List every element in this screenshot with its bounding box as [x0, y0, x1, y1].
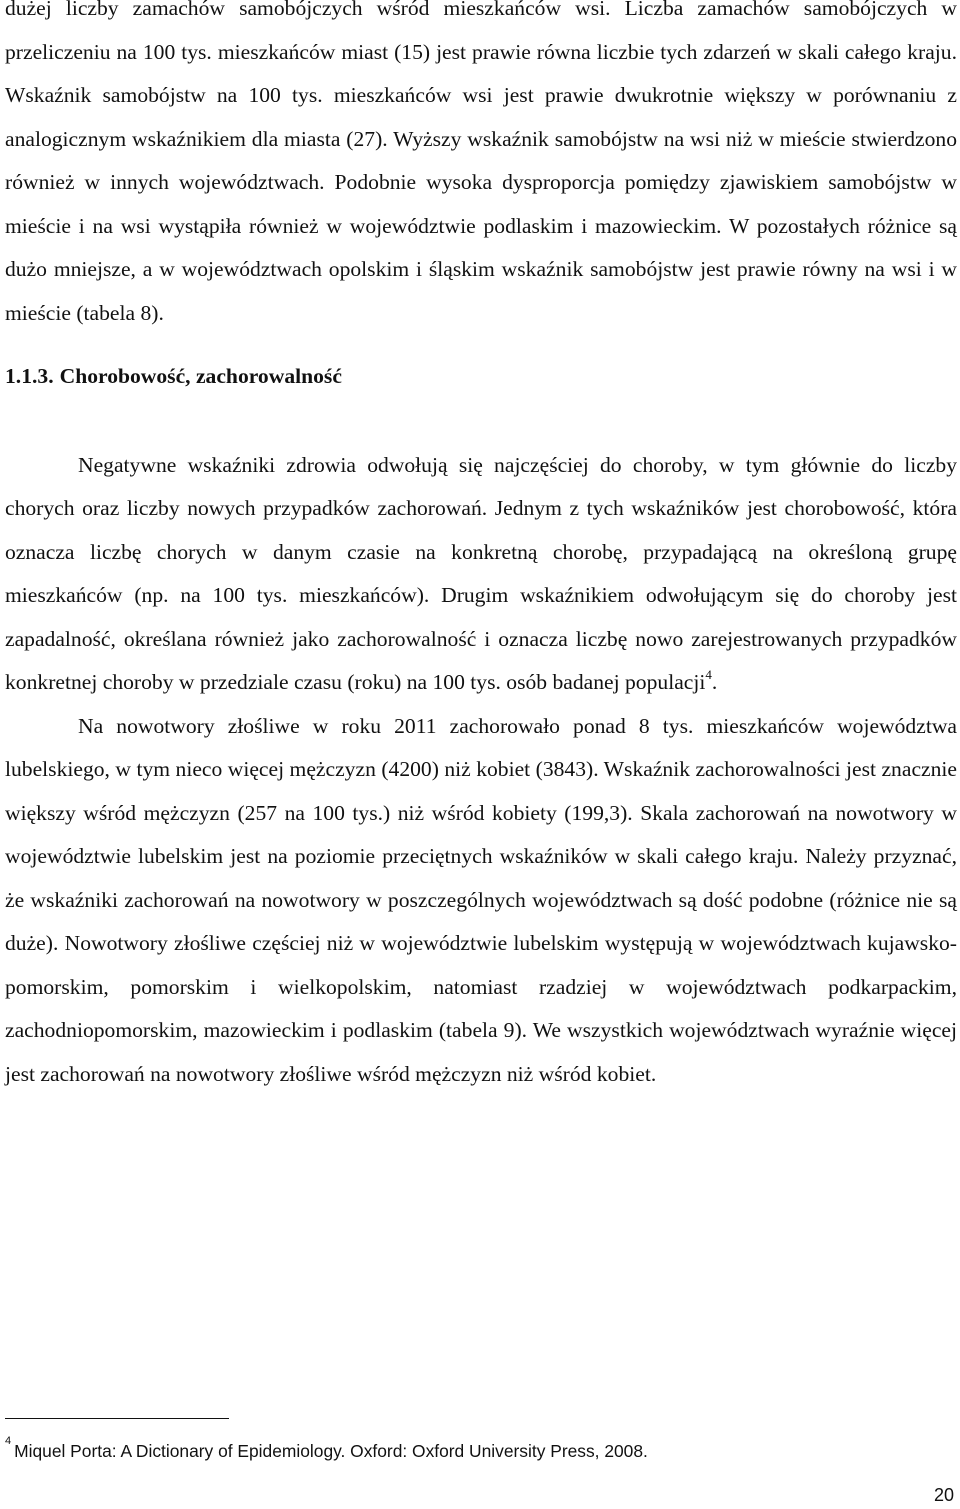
section-title: Chorobowość, zachorowalność	[59, 364, 342, 388]
section-number: 1.1.3.	[5, 364, 54, 388]
footnote-reference[interactable]: 4	[705, 666, 712, 682]
paragraph-morbidity-text: Negatywne wskaźniki zdrowia odwołują się najczęściej do choroby, w tym głównie do liczby chorych oraz liczby nowych przypadków zachorowań. Jednym z tych wskaźników jest chorobowość, która oznacza liczbę chorych w danym czasie na konkretną chorobę, przypadającą na określoną grupę mieszkańców (np. na 100 tys. mieszkańców). Drugim wskaźnikiem odwołującym się do choroby jest zapadalność, określana również jako zachorowalność i oznacza liczbę nowo zarejestrowanych przypadków konkretnej choroby w przedziale czasu (roku) na 100 tys. osób badanej populacji	[5, 452, 957, 694]
footnote-text: Miquel Porta: A Dictionary of Epidemiology. Oxford: Oxford University Press, 2008.	[14, 1441, 648, 1461]
footnote	[5, 1435, 945, 1462]
page-number: 20	[933, 1485, 954, 1505]
paragraph-morbidity-definition	[5, 444, 957, 705]
footnote-marker: 4	[5, 1435, 12, 1448]
paragraph-morbidity-end: .	[711, 670, 718, 694]
paragraph-cancer-incidence: Na nowotwory złośliwe w roku 2011 zachorowało ponad 8 tys. mieszkańców województwa lubelskiego, w tym nieco więcej mężczyzn (4200) niż kobiet (3843). Wskaźnik zachorowalności jest znacznie większy wśród mężczyzn (257 na 100 tys.) niż wśród kobiety (199,3). Skala zachorowań na nowotwory w województwie lubelskim jest na poziomie przeciętnych wskaźników w skali całego kraju. Należy przyznać, że wskaźniki zachorowań na nowotwory w poszczególnych województwach są dość podobne (różnice nie są duże). Nowotwory złośliwe częściej niż w województwie lubelskim występują w województwach kujawsko-pomorskim, pomorskim i wielkopolskim, natomiast rzadziej w województwach podkarpackim, zachodniopomorskim, mazowieckim i podlaskim (tabela 9). We wszystkich województwach wyraźnie więcej jest zachorowań na nowotwory złośliwe wśród mężczyzn niż wśród kobiet.	[5, 713, 957, 1086]
footnote-separator	[5, 1418, 229, 1419]
document-page	[5, 0, 957, 1096]
paragraph-suicide-statistics: dużej liczby zamachów samobójczych wśród mieszkańców wsi. Liczba zamachów samobójczych w przeliczeniu na 100 tys. mieszkańców miast (15) jest prawie równa liczbie tych zdarzeń w skali całego kraju. Wskaźnik samobójstw na 100 tys. mieszkańców wsi jest prawie dwukrotnie większy w porównaniu z analogicznym wskaźnikiem dla miasta (27). Wyższy wskaźnik samobójstw na wsi niż w mieście stwierdzono również w innych województwach. Podobnie wysoka dysproporcja pomiędzy zjawiskiem samobójstw w mieście i na wsi wystąpiła również w województwie podlaskim i mazowieckim. W pozostałych różnice są dużo mniejsze, a w województwach opolskim i śląskim wskaźnik samobójstw jest prawie równy na wsi i w mieście (tabela 8).	[5, 0, 957, 325]
section-heading	[5, 355, 957, 399]
